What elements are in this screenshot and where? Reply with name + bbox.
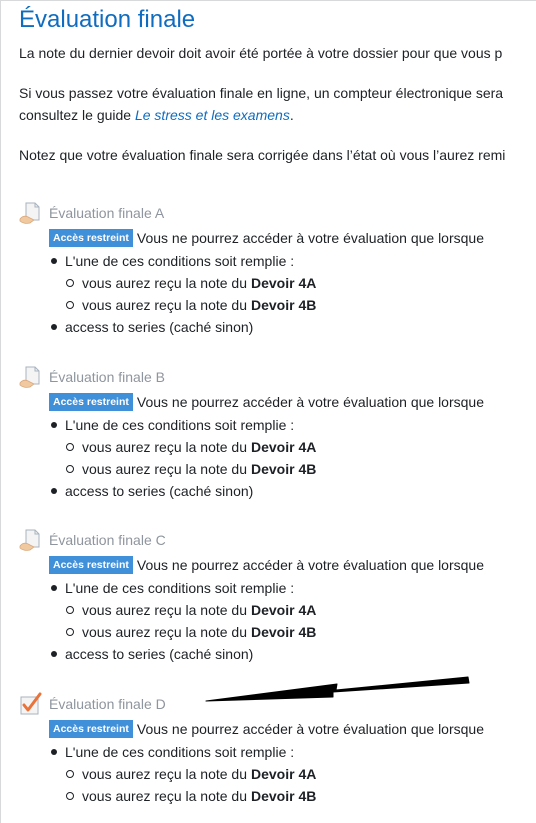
activity-header[interactable]: [18, 200, 164, 226]
bullet: [51, 422, 57, 428]
sub-condition-text: vous aurez reçu la note du: [82, 788, 247, 804]
activity-header[interactable]: [18, 691, 166, 717]
condition-group-text: L'une de ces conditions soit remplie :: [65, 417, 295, 433]
restricted-badge: Accès restreint: [49, 229, 133, 247]
restriction-line: [49, 229, 484, 247]
assignment-name: Devoir 4A: [251, 439, 317, 455]
bullet: [66, 628, 74, 636]
activity-evaluation-d: [18, 691, 536, 823]
bullet: [51, 324, 57, 330]
sub-condition: [66, 294, 316, 316]
paragraph-text: consultez le guide: [19, 107, 135, 123]
bullet: [66, 606, 74, 614]
condition-group: [51, 577, 294, 599]
condition-group-text: L'une de ces conditions soit remplie :: [65, 744, 295, 760]
assignment-name: Devoir 4B: [251, 788, 317, 804]
bullet: [66, 465, 74, 473]
activity-name[interactable]: Évaluation finale D: [49, 696, 166, 712]
extra-condition: [51, 316, 253, 338]
bullet: [51, 585, 57, 591]
sub-condition-text: vous aurez reçu la note du: [82, 275, 247, 291]
stress-guide-link[interactable]: Le stress et les examens: [134, 107, 290, 123]
activity-header[interactable]: [18, 527, 166, 553]
restriction-text: Vous ne pourrez accéder à votre évaluation que lorsque: [136, 557, 484, 573]
assignment-name: Devoir 4A: [251, 602, 317, 618]
activity-header[interactable]: [18, 364, 165, 390]
sub-condition: [66, 458, 316, 480]
sub-condition: [66, 436, 316, 458]
restriction-text: Vous ne pourrez accéder à votre évaluation que lorsque: [136, 394, 484, 410]
activity-evaluation-c: [18, 527, 536, 667]
bullet: [51, 749, 57, 755]
restriction-line: [49, 556, 484, 574]
restriction-line: [49, 393, 484, 411]
paragraph-text: .: [289, 107, 294, 123]
section-title: Évaluation finale: [19, 6, 196, 33]
bullet: [66, 279, 74, 287]
restriction-line: [49, 720, 484, 738]
sub-condition: [66, 621, 316, 643]
sub-condition-text: vous aurez reçu la note du: [82, 439, 247, 455]
bullet: [66, 443, 74, 451]
frame-border-left: [0, 0, 1, 823]
restriction-text: Vous ne pourrez accéder à votre évaluation que lorsque: [136, 721, 484, 737]
bullet: [51, 651, 57, 657]
condition-group-text: L'une de ces conditions soit remplie :: [65, 253, 295, 269]
intro-paragraph-2-line-1: Si vous passez votre évaluation finale en ligne, un compteur électronique sera: [19, 85, 504, 101]
condition-group-text: L'une de ces conditions soit remplie :: [65, 580, 295, 596]
condition-group: [51, 414, 294, 436]
bullet: [51, 488, 57, 494]
assignment-name: Devoir 4B: [251, 297, 317, 313]
sub-condition: [66, 785, 316, 807]
extra-condition: [51, 643, 253, 665]
sub-condition: [66, 599, 316, 621]
intro-paragraph-1: La note du dernier devoir doit avoir été portée à votre dossier pour que vous p: [19, 45, 503, 61]
assignment-icon: [18, 364, 44, 390]
sub-condition-text: vous aurez reçu la note du: [82, 766, 247, 782]
restricted-badge: Accès restreint: [49, 556, 133, 574]
extra-condition-text: access to series (caché sinon): [65, 319, 254, 335]
bullet: [66, 770, 74, 778]
restricted-badge: Accès restreint: [49, 393, 133, 411]
bullet: [51, 258, 57, 264]
activity-name[interactable]: Évaluation finale B: [49, 369, 165, 385]
bullet: [66, 301, 74, 309]
condition-group: [51, 250, 294, 272]
assignment-name: Devoir 4B: [251, 461, 317, 477]
sub-condition-text: vous aurez reçu la note du: [82, 461, 247, 477]
condition-group: [51, 741, 294, 763]
activity-name[interactable]: Évaluation finale C: [49, 532, 166, 548]
sub-condition-text: vous aurez reçu la note du: [82, 297, 247, 313]
quiz-icon: [18, 691, 44, 717]
restricted-badge: Accès restreint: [49, 720, 133, 738]
assignment-name: Devoir 4A: [251, 275, 317, 291]
sub-condition-text: vous aurez reçu la note du: [82, 602, 247, 618]
assignment-icon: [18, 527, 44, 553]
extra-condition-text: access to series (caché sinon): [65, 483, 254, 499]
sub-condition: [66, 763, 316, 785]
sub-condition: [66, 272, 316, 294]
activity-evaluation-b: [18, 364, 536, 504]
assignment-icon: [18, 200, 44, 226]
extra-condition: [51, 480, 253, 502]
bullet: [66, 792, 74, 800]
intro-paragraph-3: Notez que votre évaluation finale sera corrigée dans l’état où vous l’aurez remi: [19, 147, 506, 163]
activity-evaluation-a: [18, 200, 536, 340]
assignment-name: Devoir 4A: [251, 766, 317, 782]
restriction-text: Vous ne pourrez accéder à votre évaluation que lorsque: [136, 230, 484, 246]
frame-border-top: [0, 0, 536, 1]
intro-paragraph-2-line-2: [19, 104, 294, 126]
activity-name[interactable]: Évaluation finale A: [49, 205, 165, 221]
assignment-name: Devoir 4B: [251, 624, 317, 640]
sub-condition-text: vous aurez reçu la note du: [82, 624, 247, 640]
extra-condition-text: access to series (caché sinon): [65, 646, 254, 662]
